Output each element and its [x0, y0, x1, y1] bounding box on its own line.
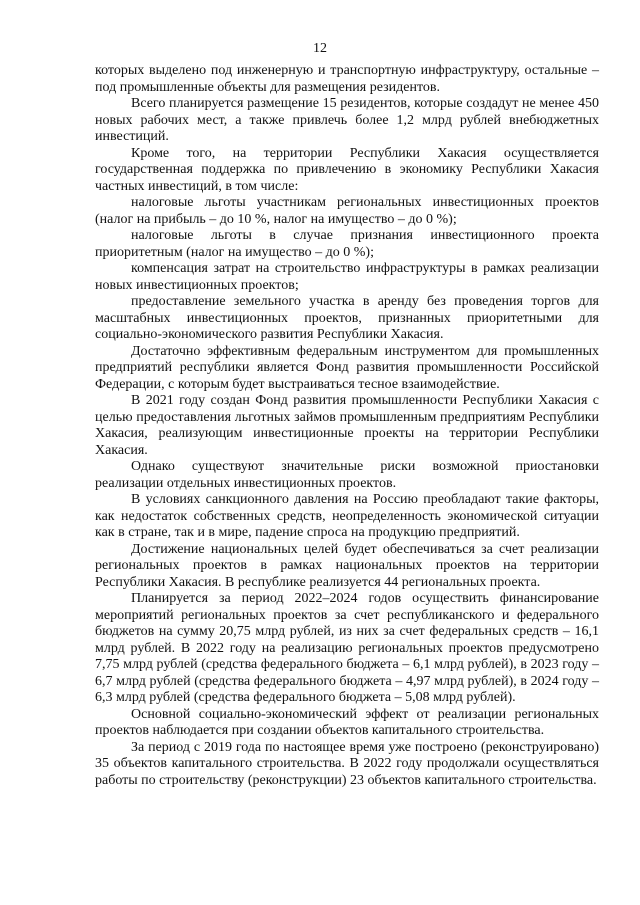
paragraph: В 2021 году создан Фонд развития промышленности Республики Хакасия с целью предоставления льготных займов промышленным предприятиям Республики Хакасия, реализующим инвестиционные проекты на территории Республики Хакасия.: [95, 393, 599, 458]
paragraph: За период с 2019 года по настоящее время уже построено (реконструировано) 35 объектов капитального строительства. В 2022 году продолжали осуществляться работы по строительству (реконструкции) 23 объектов капитального строительства.: [95, 739, 599, 788]
page-number: 12: [313, 41, 327, 56]
paragraph: налоговые льготы участникам региональных инвестиционных проектов (налог на прибыль – до 10 %, налог на имущество – до 0 %);: [95, 195, 599, 227]
paragraph: Кроме того, на территории Республики Хакасия осуществляется государственная поддержка по привлечению в экономику Республики Хакасия частных инвестиций, в том числе:: [95, 145, 599, 194]
paragraph: Достижение национальных целей будет обеспечиваться за счет реализации региональных проектов в рамках национальных проектов на территории Республики Хакасия. В республике реализуется 44 региональных проекта.: [95, 541, 599, 590]
paragraph: Однако существуют значительные риски возможной приостановки реализации отдельных инвестиционных проектов.: [95, 459, 599, 491]
paragraph: Планируется за период 2022–2024 годов осуществить финансирование мероприятий региональных проектов за счет республиканского и федерального бюджетов на сумму 20,75 млрд рублей, из них за счет федеральных средств – 16,1 млрд рублей. В 2022 году на реализацию региональных проектов предусмотрено 7,75 млрд рублей (средства федерального бюджета – 6,1 млрд рублей), в 2023 году – 6,7 млрд рублей (средства федерального бюджета – 4,97 млрд рублей), в 2024 году – 6,3 млрд рублей (средства федерального бюджета – 5,08 млрд рублей).: [95, 591, 599, 705]
paragraph: предоставление земельного участка в аренду без проведения торгов для масштабных инвестиционных проектов, признанных приоритетными для социально-экономического развития Республики Хакасия.: [95, 294, 599, 342]
paragraph: В условиях санкционного давления на Россию преобладают такие факторы, как недостаток собственных средств, неопределенность экономической ситуации как в стране, так и в мире, падение спроса на продукцию предприятий.: [95, 492, 599, 540]
document-body: [95, 63, 599, 789]
paragraph: которых выделено под инженерную и транспортную инфраструктуру, остальные – под промышленные объекты для размещения резидентов.: [95, 63, 599, 95]
paragraph: налоговые льготы в случае признания инвестиционного проекта приоритетным (налог на имущество – до 0 %);: [95, 228, 599, 260]
paragraph: компенсация затрат на строительство инфраструктуры в рамках реализации новых инвестиционных проектов;: [95, 261, 599, 293]
paragraph: Основной социально-экономический эффект от реализации региональных проектов наблюдается при создании объектов капитального строительства.: [95, 706, 599, 738]
paragraph: Всего планируется размещение 15 резидентов, которые создадут не менее 450 новых рабочих мест, а также привлечь более 1,2 млрд рублей внебюджетных инвестиций.: [95, 96, 599, 144]
paragraph: Достаточно эффективным федеральным инструментом для промышленных предприятий республики является Фонд развития промышленности Российской Федерации, с которым будет выстраиваться тесное взаимодействие.: [95, 343, 599, 392]
